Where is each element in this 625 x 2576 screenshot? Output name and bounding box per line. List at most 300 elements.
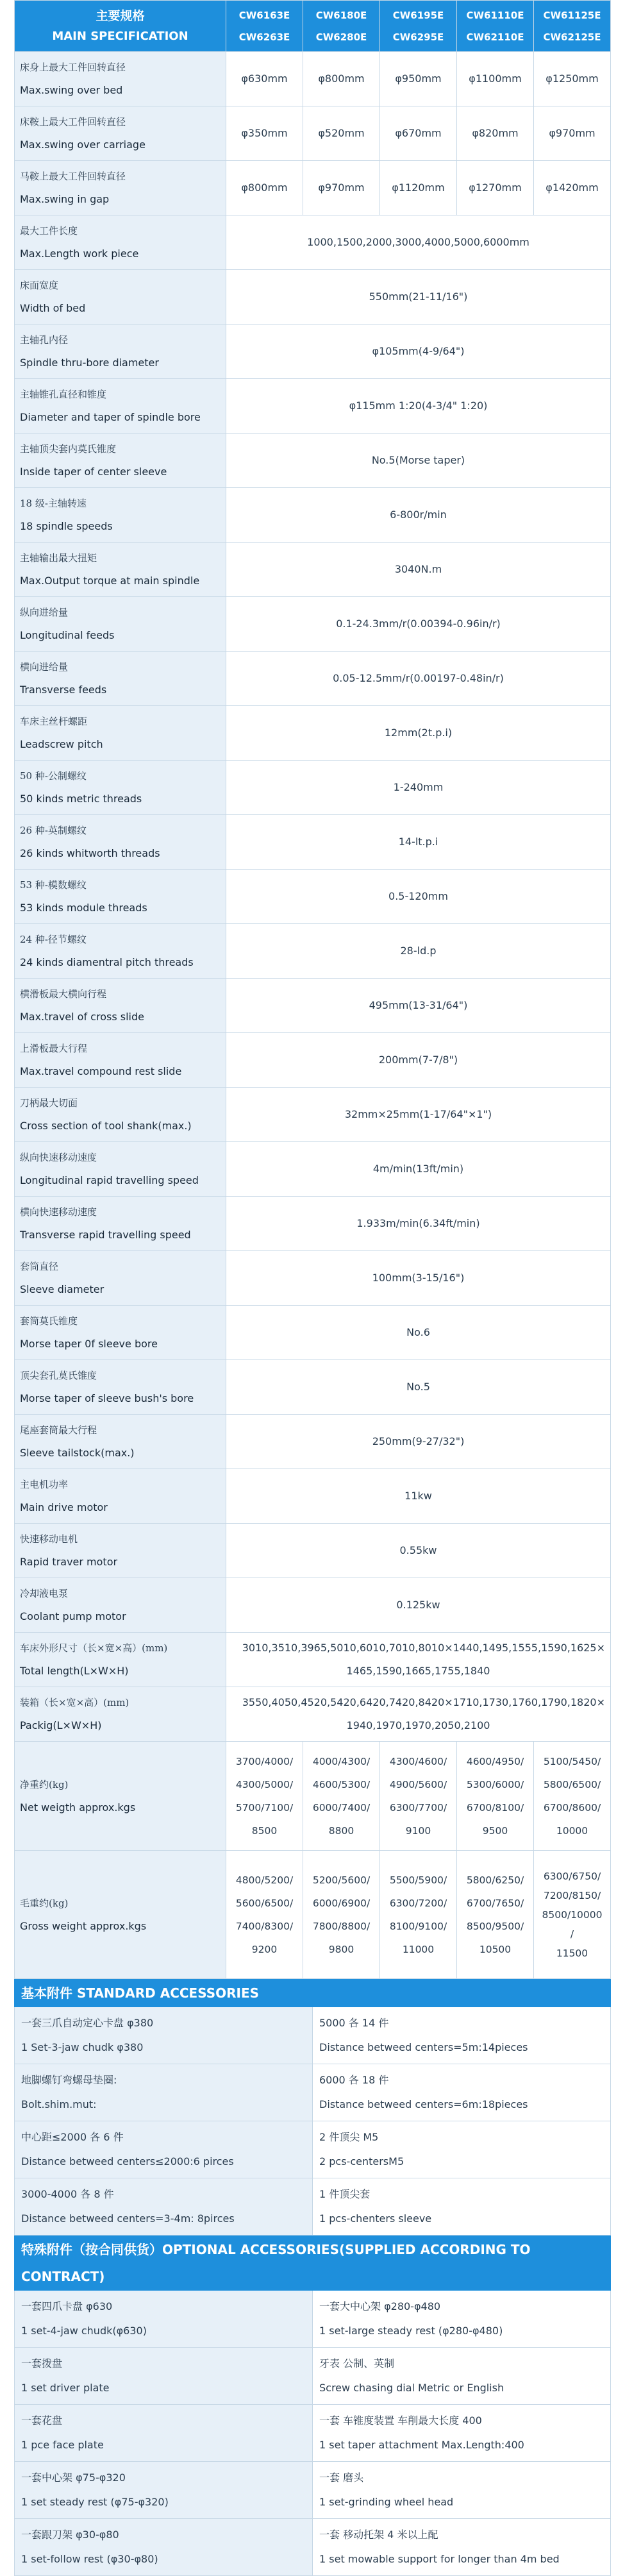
spec-label	[15, 924, 226, 979]
spec-value: No.5(Morse taper)	[226, 434, 611, 488]
accessory-item	[15, 2348, 313, 2405]
accessory-text: 一套 移动托架 4 米以上配	[319, 2529, 438, 2541]
weight-value-line: 8500/9500/	[466, 1920, 524, 1932]
spec-value: φ1420mm	[534, 161, 611, 215]
weight-value-line: 5200/5600/	[312, 1874, 371, 1886]
spec-header	[15, 1, 226, 52]
accessory-item	[15, 2405, 313, 2462]
weight-value-line: 6700/8100/	[466, 1801, 524, 1814]
accessory-text: Bolt.shim.mut:	[21, 2098, 97, 2110]
spec-label	[15, 434, 226, 488]
spec-label-en: Coolant pump motor	[20, 1610, 126, 1622]
spec-row	[15, 52, 611, 106]
spec-value: φ1250mm	[534, 52, 611, 106]
optional-accessories-table	[14, 2235, 611, 2576]
weight-value-line: 8100/9100/	[389, 1920, 447, 1932]
spec-label-en: Leadscrew pitch	[20, 738, 103, 750]
spec-label	[15, 1033, 226, 1088]
spec-label	[15, 1742, 226, 1851]
spec-value: φ1270mm	[457, 161, 534, 215]
accessory-item	[15, 2291, 313, 2348]
spec-row	[15, 106, 611, 161]
accessory-text: 一套三爪自动定心卡盘 φ380	[21, 2017, 154, 2029]
spec-row	[15, 1142, 611, 1197]
weight-value-line: 6000/7400/	[312, 1801, 371, 1814]
accessory-item	[313, 2178, 611, 2235]
spec-row	[15, 979, 611, 1033]
spec-label-en: Morse taper of sleeve bush's bore	[20, 1392, 194, 1404]
spec-label	[15, 597, 226, 652]
spec-value: No.6	[226, 1306, 611, 1360]
model-header	[303, 1, 380, 52]
accessory-text: 1 set-large steady rest (φ280-φ480)	[319, 2325, 503, 2337]
standard-accessories-title: 基本附件 STANDARD ACCESSORIES	[15, 1980, 611, 2007]
accessory-item	[313, 2121, 611, 2178]
spec-label	[15, 1578, 226, 1633]
spec-row	[15, 543, 611, 597]
spec-row	[15, 1687, 611, 1742]
spec-label-en: Spindle thru-bore diameter	[20, 357, 159, 369]
spec-value: 0.05-12.5mm/r(0.00197-0.48in/r)	[226, 652, 611, 706]
spec-label	[15, 1524, 226, 1578]
spec-label	[15, 1197, 226, 1251]
weight-value-line: 11000	[402, 1943, 435, 1955]
spec-value: 0.1-24.3mm/r(0.00394-0.96in/r)	[226, 597, 611, 652]
spec-row	[15, 924, 611, 979]
weight-value	[380, 1742, 457, 1851]
accessory-text: 一套花盘	[21, 2414, 63, 2427]
spec-row	[15, 1415, 611, 1469]
accessory-text: 1 set mowable support for longer than 4m bed	[319, 2553, 560, 2565]
spec-label-en: Max.swing in gap	[20, 193, 110, 205]
spec-value: 1.933m/min(6.34ft/min)	[226, 1197, 611, 1251]
spec-value: 32mm×25mm(1-17/64"×1")	[226, 1088, 611, 1142]
accessory-text: 1 pce face plate	[21, 2439, 104, 2451]
accessory-text: 1 set-follow rest (φ30-φ80)	[21, 2553, 158, 2565]
spec-value-line: 3010,3510,3965,5010,6010,7010,8010×1440,1495,1555,1590,1625×	[242, 1642, 605, 1654]
accessory-row	[15, 2007, 611, 2064]
spec-value: No.5	[226, 1360, 611, 1415]
spec-row	[15, 815, 611, 870]
spec-label-cn: 主轴输出最大扭矩	[20, 552, 97, 564]
weight-value-line: 9800	[328, 1943, 354, 1955]
weight-value	[380, 1851, 457, 1979]
spec-label-en: Longitudinal rapid travelling speed	[20, 1174, 199, 1186]
accessory-item	[15, 2462, 313, 2519]
spec-label-en: Max.travel of cross slide	[20, 1011, 144, 1023]
spec-row	[15, 761, 611, 815]
weight-value-line: 8800	[328, 1824, 354, 1837]
accessory-text: 1 set taper attachment Max.Length:400	[319, 2439, 524, 2451]
weight-value	[226, 1742, 303, 1851]
spec-value: 11kw	[226, 1469, 611, 1524]
accessory-text: 一套大中心架 φ280-φ480	[319, 2300, 441, 2312]
weight-value-line: 5500/5900/	[389, 1874, 447, 1886]
spec-label-cn: 车床主丝杆螺距	[20, 716, 88, 727]
accessory-row	[15, 2121, 611, 2178]
spec-label-en: Max.travel compound rest slide	[20, 1065, 182, 1077]
spec-label-cn: 床面宽度	[20, 280, 59, 291]
spec-value: 250mm(9-27/32")	[226, 1415, 611, 1469]
spec-label-cn: 最大工件长度	[20, 225, 78, 237]
spec-value: φ950mm	[380, 52, 457, 106]
spec-label	[15, 815, 226, 870]
spec-label-en: 53 kinds module threads	[20, 902, 147, 914]
accessory-row	[15, 2291, 611, 2348]
spec-label-en: Max.Output torque at main spindle	[20, 575, 200, 587]
accessory-row	[15, 2462, 611, 2519]
spec-row	[15, 434, 611, 488]
accessory-text: 1 set-4-jaw chudk(φ630)	[21, 2325, 147, 2337]
spec-label-cn: 主轴锥孔直径和锥度	[20, 389, 107, 400]
model-name: CW6280E	[315, 31, 367, 43]
spec-value: 14-lt.p.i	[226, 815, 611, 870]
spec-value: φ800mm	[303, 52, 380, 106]
weight-value-line: 7400/8300/	[235, 1920, 294, 1932]
accessory-item	[313, 2291, 611, 2348]
accessory-text: 3000-4000 各 8 件	[21, 2188, 114, 2200]
accessory-text: 一套四爪卡盘 φ630	[21, 2300, 113, 2312]
spec-value	[226, 1687, 611, 1742]
spec-row	[15, 1578, 611, 1633]
spec-label-cn: 毛重约(kg)	[20, 1897, 69, 1909]
spec-label-en: Max.Length work piece	[20, 248, 139, 260]
spec-label-en: Max.swing over carriage	[20, 139, 146, 151]
weight-value-line: 10000	[556, 1824, 588, 1837]
model-name: CW6180E	[315, 9, 367, 21]
accessory-row	[15, 2348, 611, 2405]
accessory-text: Screw chasing dial Metric or English	[319, 2382, 504, 2394]
accessory-row	[15, 2064, 611, 2121]
spec-label-en: Packig(L×W×H)	[20, 1719, 102, 1731]
accessory-text: 1 Set-3-jaw chudk φ380	[21, 2041, 144, 2053]
model-name: CW62110E	[466, 31, 524, 43]
weight-value-line: 5100/5450/	[543, 1755, 601, 1767]
accessory-item	[313, 2348, 611, 2405]
model-header	[226, 1, 303, 52]
weight-value	[457, 1742, 534, 1851]
spec-value: φ670mm	[380, 106, 457, 161]
spec-row	[15, 1524, 611, 1578]
model-name: CW6263E	[238, 31, 290, 43]
accessory-item	[15, 2121, 313, 2178]
specification-sheet	[14, 0, 610, 2576]
spec-label-en: Width of bed	[20, 302, 86, 314]
accessory-item	[313, 2405, 611, 2462]
accessory-item	[15, 2178, 313, 2235]
spec-label-cn: 纵向快速移动速度	[20, 1152, 97, 1163]
weight-value	[534, 1742, 611, 1851]
spec-label-cn: 50 种-公制螺纹	[20, 770, 87, 782]
spec-label	[15, 488, 226, 543]
spec-label-en: Transverse rapid travelling speed	[20, 1229, 191, 1241]
spec-label	[15, 1687, 226, 1742]
spec-row	[15, 706, 611, 761]
accessory-text: 1 set steady rest (φ75-φ320)	[21, 2496, 169, 2508]
spec-label-cn: 24 种-径节螺纹	[20, 934, 87, 945]
weight-value-line: 4800/5200/	[235, 1874, 294, 1886]
spec-label-cn: 横滑板最大横向行程	[20, 988, 107, 1000]
spec-label	[15, 270, 226, 324]
spec-label-cn: 快速移动电机	[20, 1533, 78, 1545]
accessory-row	[15, 2405, 611, 2462]
accessory-text: 1 set driver plate	[21, 2382, 110, 2394]
spec-row	[15, 1197, 611, 1251]
spec-label	[15, 1415, 226, 1469]
spec-label-cn: 车床外形尺寸（长×宽×高）(mm)	[20, 1642, 168, 1654]
spec-label-en: 24 kinds diamentral pitch threads	[20, 956, 194, 968]
spec-value: φ350mm	[226, 106, 303, 161]
weight-value-line: 8500/10000	[542, 1908, 603, 1921]
spec-label	[15, 761, 226, 815]
accessory-text: 1 set-grinding wheel head	[319, 2496, 454, 2508]
model-name: CW6195E	[392, 9, 444, 21]
spec-row	[15, 1251, 611, 1306]
accessory-item	[313, 2007, 611, 2064]
spec-label-en: Rapid traver motor	[20, 1556, 118, 1568]
weight-value-line: 3700/4000/	[235, 1755, 294, 1767]
spec-label-cn: 横向进给量	[20, 661, 69, 673]
weight-value-line: 9100	[405, 1824, 431, 1837]
spec-label	[15, 706, 226, 761]
spec-value: φ630mm	[226, 52, 303, 106]
accessory-text: 一套中心架 φ75-φ320	[21, 2471, 126, 2484]
weight-value-line: 4600/4950/	[466, 1755, 524, 1767]
accessory-text: 6000 各 18 件	[319, 2074, 389, 2086]
model-name: CW61125E	[543, 9, 601, 21]
weight-value-line: 6300/7700/	[389, 1801, 447, 1814]
spec-label-cn: 床鞍上最大工件回转直径	[20, 116, 126, 128]
spec-label-cn: 纵向进给量	[20, 607, 69, 618]
spec-label	[15, 106, 226, 161]
spec-value: 0.5-120mm	[226, 870, 611, 924]
spec-rows	[15, 215, 611, 1633]
spec-label-cn: 装箱（长×宽×高）(mm)	[20, 1697, 129, 1708]
spec-value: 6-800r/min	[226, 488, 611, 543]
weight-value	[303, 1742, 380, 1851]
weight-value-line: 7200/8150/	[543, 1889, 601, 1901]
spec-value: φ1100mm	[457, 52, 534, 106]
spec-value: φ970mm	[303, 161, 380, 215]
weight-value-line: 4900/5600/	[389, 1778, 447, 1790]
spec-label-en: Transverse feeds	[20, 684, 107, 696]
weight-value-line: 8500	[251, 1824, 278, 1837]
weight-value-line: 11500	[556, 1947, 588, 1959]
accessory-text: 一套拨盘	[21, 2357, 63, 2370]
spec-value: 1-240mm	[226, 761, 611, 815]
spec-row	[15, 488, 611, 543]
model-name: CW6295E	[392, 31, 444, 43]
weight-value-line: 6700/8600/	[543, 1801, 601, 1814]
spec-label-cn: 冷却液电泵	[20, 1588, 69, 1599]
spec-label	[15, 1633, 226, 1687]
spec-label	[15, 52, 226, 106]
spec-label-cn: 床身上最大工件回转直径	[20, 62, 126, 73]
spec-label-cn: 马鞍上最大工件回转直径	[20, 171, 126, 182]
spec-value-line: 3550,4050,4520,5420,6420,7420,8420×1710,1730,1760,1790,1820×	[242, 1696, 605, 1708]
spec-row	[15, 270, 611, 324]
weight-value	[534, 1851, 611, 1979]
spec-label	[15, 379, 226, 434]
spec-value: 0.125kw	[226, 1578, 611, 1633]
model-name: CW62125E	[543, 31, 601, 43]
spec-value: φ105mm(4-9/64")	[226, 324, 611, 379]
spec-label-en: Sleeve tailstock(max.)	[20, 1447, 135, 1459]
model-header	[534, 1, 611, 52]
spec-label-cn: 套筒直径	[20, 1261, 59, 1272]
spec-label	[15, 215, 226, 270]
spec-label-en: Morse taper 0f sleeve bore	[20, 1338, 158, 1350]
spec-label	[15, 1251, 226, 1306]
spec-row	[15, 652, 611, 706]
spec-label-en: Sleeve diameter	[20, 1283, 104, 1295]
spec-value: 4m/min(13ft/min)	[226, 1142, 611, 1197]
spec-value: φ820mm	[457, 106, 534, 161]
weight-value-line: 6300/7200/	[389, 1897, 447, 1909]
spec-label-en: Cross section of tool shank(max.)	[20, 1120, 192, 1132]
accessory-text: 1 pcs-chenters sleeve	[319, 2212, 432, 2225]
accessory-item	[15, 2007, 313, 2064]
spec-label-cn: 主轴顶尖套内莫氏锥度	[20, 443, 117, 455]
accessory-item	[15, 2519, 313, 2576]
accessory-row	[15, 2178, 611, 2235]
spec-label	[15, 1088, 226, 1142]
spec-value: 12mm(2t.p.i)	[226, 706, 611, 761]
accessory-text: 一套 车锥度装置 车削最大长度 400	[319, 2414, 482, 2427]
accessory-text: 1 件顶尖套	[319, 2188, 371, 2200]
weight-value-line: /	[570, 1928, 574, 1940]
spec-label	[15, 652, 226, 706]
spec-row	[15, 870, 611, 924]
spec-label-cn: 上滑板最大行程	[20, 1043, 88, 1054]
spec-label-en: Max.swing over bed	[20, 84, 123, 96]
spec-label	[15, 1142, 226, 1197]
weight-value-line: 5600/6500/	[235, 1897, 294, 1909]
spec-label	[15, 543, 226, 597]
spec-row	[15, 597, 611, 652]
weight-value-line: 4000/4300/	[312, 1755, 371, 1767]
accessory-text: Distance betweed centers=5m:14pieces	[319, 2041, 528, 2053]
model-header	[457, 1, 534, 52]
spec-value: 495mm(13-31/64")	[226, 979, 611, 1033]
spec-row	[15, 161, 611, 215]
spec-row	[15, 1033, 611, 1088]
spec-label-cn: 顶尖套孔莫氏锥度	[20, 1370, 97, 1381]
header-title-en: MAIN SPECIFICATION	[52, 29, 188, 43]
accessory-text: Distance betweed centers=6m:18pieces	[319, 2098, 528, 2110]
accessory-item	[15, 2064, 313, 2121]
swing-rows	[15, 52, 611, 215]
spec-row	[15, 1088, 611, 1142]
spec-label-cn: 净重约(kg)	[20, 1778, 69, 1790]
spec-value: φ520mm	[303, 106, 380, 161]
weight-value	[303, 1851, 380, 1979]
standard-accessories-table	[14, 1979, 611, 2235]
weight-value-line: 7800/8800/	[312, 1920, 371, 1932]
accessory-item	[313, 2519, 611, 2576]
spec-row	[15, 1469, 611, 1524]
accessory-item	[313, 2462, 611, 2519]
main-spec-table	[14, 0, 611, 1979]
spec-label-en: Main drive motor	[20, 1501, 108, 1513]
spec-value: 0.55kw	[226, 1524, 611, 1578]
spec-label-en: 26 kinds whitworth threads	[20, 847, 160, 859]
spec-value-line: 1940,1970,1970,2050,2100	[346, 1719, 490, 1731]
spec-row	[15, 1633, 611, 1687]
weight-value-line: 9500	[482, 1824, 508, 1837]
spec-label-en: Gross weight approx.kgs	[20, 1919, 147, 1932]
model-name: CW6163E	[238, 9, 290, 21]
weight-value-line: 4300/5000/	[235, 1778, 294, 1790]
spec-label-cn: 尾座套筒最大行程	[20, 1424, 97, 1436]
spec-value: φ1120mm	[380, 161, 457, 215]
spec-row	[15, 1851, 611, 1979]
weight-value-line: 6700/7650/	[466, 1897, 524, 1909]
spec-label-en: Net weigth approx.kgs	[20, 1801, 136, 1814]
spec-value: 3040N.m	[226, 543, 611, 597]
spec-label-en: Inside taper of center sleeve	[20, 466, 167, 478]
spec-value: φ800mm	[226, 161, 303, 215]
header-title-cn: 主要规格	[96, 8, 145, 23]
accessory-text: 2 件顶尖 M5	[319, 2131, 379, 2143]
spec-label-en: Longitudinal feeds	[20, 629, 115, 641]
spec-value: φ970mm	[534, 106, 611, 161]
header-row	[15, 1, 611, 52]
spec-row	[15, 324, 611, 379]
spec-label	[15, 870, 226, 924]
model-header	[380, 1, 457, 52]
weight-value	[226, 1851, 303, 1979]
dimension-rows	[15, 1633, 611, 1979]
spec-label-en: Diameter and taper of spindle bore	[20, 411, 201, 423]
accessory-row	[15, 2519, 611, 2576]
weight-value-line: 4600/5300/	[312, 1778, 371, 1790]
accessory-text: 中心距≤2000 各 6 件	[21, 2131, 124, 2143]
spec-label	[15, 979, 226, 1033]
weight-value	[457, 1851, 534, 1979]
spec-label-cn: 横向快速移动速度	[20, 1206, 97, 1218]
accessory-text: 2 pcs-centersM5	[319, 2155, 404, 2168]
accessory-text: 5000 各 14 件	[319, 2017, 389, 2029]
weight-value-line: 5700/7100/	[235, 1801, 294, 1814]
spec-label	[15, 1851, 226, 1979]
weight-value-line: 5800/6500/	[543, 1778, 601, 1790]
spec-label-en: Total length(L×W×H)	[20, 1665, 129, 1677]
spec-value: φ115mm 1:20(4-3/4" 1:20)	[226, 379, 611, 434]
spec-row	[15, 215, 611, 270]
spec-label-en: 50 kinds metric threads	[20, 793, 142, 805]
spec-row	[15, 379, 611, 434]
accessory-text: 牙表 公制、英制	[319, 2357, 395, 2370]
spec-label-cn: 26 种-英制螺纹	[20, 825, 87, 836]
spec-label	[15, 1360, 226, 1415]
weight-value-line: 9200	[251, 1943, 278, 1955]
spec-label	[15, 161, 226, 215]
spec-label-cn: 18 级-主轴转速	[20, 498, 87, 509]
spec-row	[15, 1306, 611, 1360]
spec-value-line: 1465,1590,1665,1755,1840	[346, 1665, 490, 1677]
spec-label	[15, 1469, 226, 1524]
weight-value-line: 6300/6750/	[543, 1870, 601, 1882]
accessory-text: 一套跟刀架 φ30-φ80	[21, 2529, 119, 2541]
weight-value-line: 4300/4600/	[389, 1755, 447, 1767]
spec-label-en: 18 spindle speeds	[20, 520, 113, 532]
spec-value: 100mm(3-15/16")	[226, 1251, 611, 1306]
spec-label-cn: 套筒莫氏锥度	[20, 1315, 78, 1327]
weight-value-line: 5800/6250/	[466, 1874, 524, 1886]
spec-row	[15, 1742, 611, 1851]
accessory-item	[313, 2064, 611, 2121]
